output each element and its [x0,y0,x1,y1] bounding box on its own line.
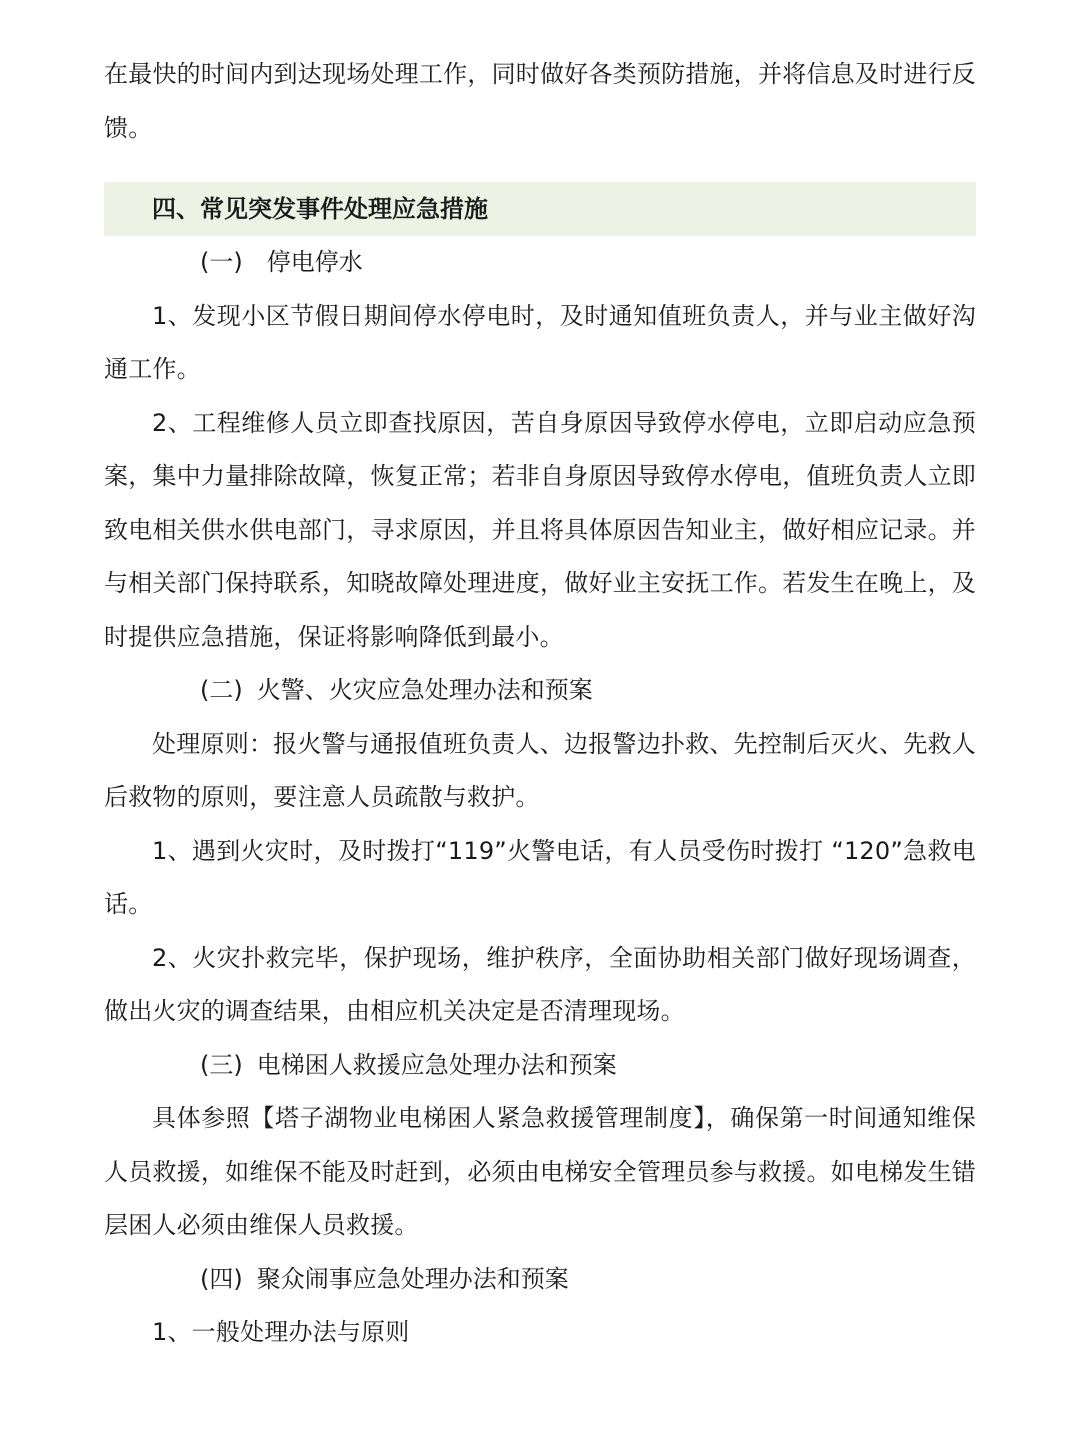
paragraph: 2、工程维修人员立即查找原因，苦自身原因导致停水停电，立即启动应急预案，集中力量排除故障，恢复正常；若非自身原因导致停水停电，值班负责人立即致电相关供水供电部门，寻求原因，并且将具体原因告知业主，做好相应记录。并与相关部门保持联系，知晓故障处理进度，做好业主安抚工作。若发生在晚上，及时提供应急措施，保证将影响降低到最小。 [104,408,976,651]
subsection-number: (三) [200,1050,243,1079]
paragraph: 具体参照【塔子湖物业电梯困人紧急救援管理制度】，确保第一时间通知维保人员救援，如维保不能及时赶到，必须由电梯安全管理员参与救援。如电梯发生错层困人必须由维保人员救援。 [104,1104,976,1239]
section-heading: 四、常见突发事件处理应急措施 [104,182,976,236]
subsection-title: 火警、火灾应急处理办法和预案 [256,676,593,704]
paragraph: 处理原则：报火警与通报值班负责人、边报警边扑救、先控制后灭火、先救人后救物的原则，要注意人员疏散与救护。 [104,729,976,811]
subsection-title: 停电停水 [266,248,363,276]
paragraph: 1、发现小区节假日期间停水停电时，及时通知值班负责人，并与业主做好沟通工作。 [104,301,976,383]
subsection-heading-elevator [104,1039,976,1093]
paragraph: 1、遇到火灾时，及时拨打“119”火警电话，有人员受伤时拨打 “120”急救电话。 [104,836,976,918]
intro-tail-paragraph: 在最快的时间内到达现场处理工作，同时做好各类预防措施，并将信息及时进行反馈。 [104,60,976,142]
paragraph: 2、火灾扑救完毕，保护现场，维护秩序，全面协助相关部门做好现场调查，做出火灾的调查结果，由相应机关决定是否清理现场。 [104,943,976,1025]
subsection-heading-fire [104,664,976,718]
paragraph: 1、一般处理办法与原则 [152,1318,410,1346]
subsection-title: 聚众闹事应急处理办法和预案 [256,1264,569,1293]
subsection-number: (一) [200,248,243,276]
subsection-title: 电梯困人救援应急处理办法和预案 [256,1050,617,1079]
subsection-heading-crowd [104,1253,976,1307]
subsection-number: (二) [200,676,243,704]
subsection-number: (四) [200,1264,243,1293]
subsection-heading-power-water [104,236,976,290]
document-page [104,48,976,1360]
